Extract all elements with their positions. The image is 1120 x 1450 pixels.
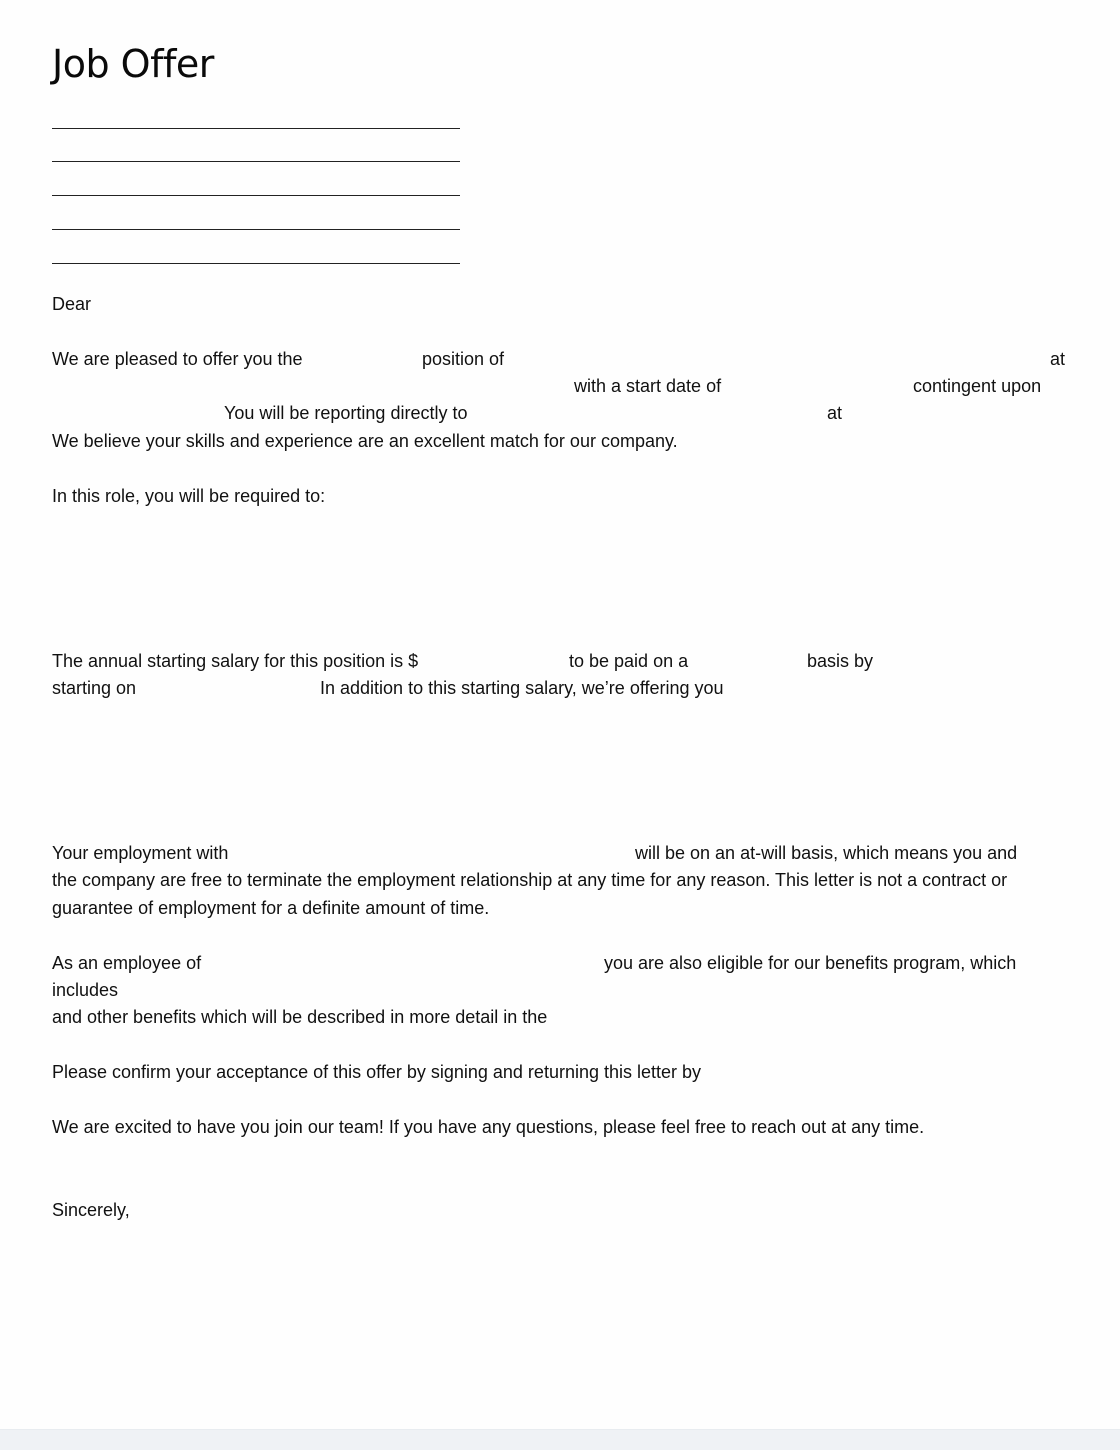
salary-text: to be paid on a — [569, 651, 689, 671]
greeting: Dear — [52, 294, 92, 314]
offer-text: at — [827, 403, 843, 423]
offer-text: position of — [422, 349, 505, 369]
salary-text: In addition to this starting salary, we’re offering you — [320, 678, 724, 698]
salary-text: basis by — [807, 651, 874, 671]
offer-text: at — [1050, 349, 1066, 369]
page-title: Job Offer — [52, 42, 214, 86]
role-intro: In this role, you will be required to: — [52, 486, 326, 506]
offer-text: You will be reporting directly to — [224, 403, 468, 423]
employment-text: the company are free to terminate the employment relationship at any time for any reason. This letter is not a contract or — [52, 870, 1008, 890]
benefits-text: and other benefits which will be described in more detail in the — [52, 1007, 548, 1027]
salary-text: The annual starting salary for this position is $ — [52, 651, 419, 671]
benefits-text: As an employee of — [52, 953, 202, 973]
benefits-text: includes — [52, 980, 119, 1000]
sign-off: Sincerely, — [52, 1200, 130, 1220]
offer-text: We are pleased to offer you the — [52, 349, 303, 369]
offer-text: contingent upon — [913, 376, 1042, 396]
address-line-5[interactable] — [52, 263, 460, 264]
address-line-2[interactable] — [52, 161, 460, 162]
offer-text: We believe your skills and experience are an excellent match for our company. — [52, 431, 678, 451]
footer-bar — [0, 1429, 1120, 1450]
employment-text: guarantee of employment for a definite amount of time. — [52, 898, 490, 918]
salary-text: starting on — [52, 678, 137, 698]
benefits-text: you are also eligible for our benefits program, which — [604, 953, 1017, 973]
offer-text: with a start date of — [574, 376, 722, 396]
confirm-text: Please confirm your acceptance of this offer by signing and returning this letter by — [52, 1062, 702, 1082]
employment-text: will be on an at-will basis, which means you and — [635, 843, 1018, 863]
employment-text: Your employment with — [52, 843, 229, 863]
address-line-4[interactable] — [52, 229, 460, 230]
address-line-1[interactable] — [52, 128, 460, 129]
closing-text: We are excited to have you join our team! If you have any questions, please feel free to reach out at any time. — [52, 1117, 925, 1137]
address-line-3[interactable] — [52, 195, 460, 196]
